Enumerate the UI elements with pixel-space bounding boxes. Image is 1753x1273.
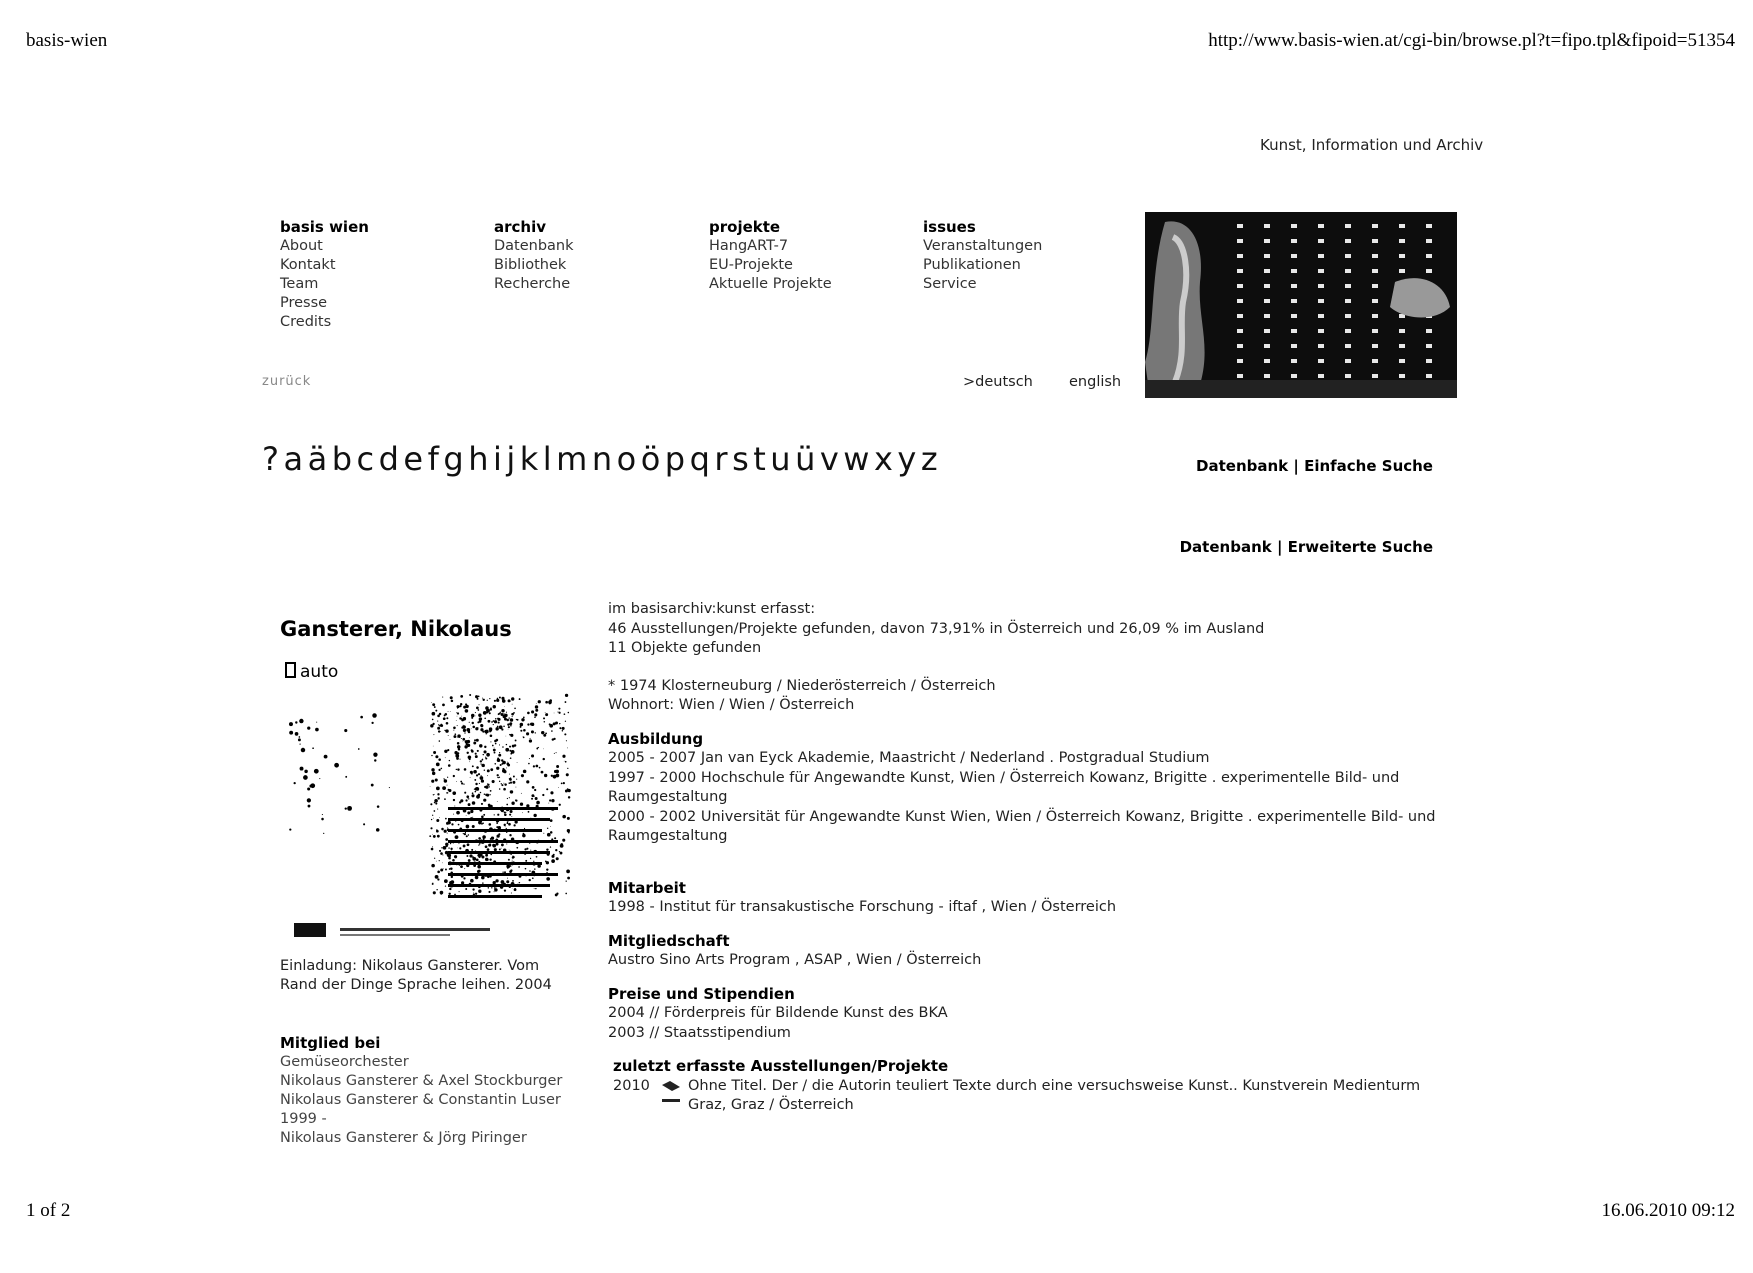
simple-search-link[interactable]: Datenbank | Einfache Suche [1196, 457, 1433, 475]
archive-info-exhibitions[interactable]: 46 Ausstellungen/Projekte gefunden, davon 73,91% in Österreich und 26,09 % im Ausland [608, 620, 1265, 637]
alphabet-index [262, 440, 942, 478]
alphabet-letter[interactable]: x [873, 440, 898, 478]
language-deutsch-link[interactable]: >deutsch [963, 374, 1033, 390]
nav-item-kontakt[interactable]: Kontakt [280, 257, 336, 273]
print-footer-page: 1 of 2 [26, 1200, 71, 1221]
nav-column-archiv [494, 218, 574, 294]
recent-project-text[interactable]: Ohne Titel. Der / die Autorin teuliert Texte durch eine versuchsweise Kunst.. Kunstverein Medienturm Graz, Graz / Österreich [688, 1077, 1421, 1113]
alphabet-letter[interactable]: i [492, 440, 507, 478]
alphabet-letter[interactable]: o [616, 440, 641, 478]
invitation-logo-text: auto [300, 662, 339, 682]
member-heading: Mitglied bei [280, 1034, 381, 1052]
nav-item-credits[interactable]: Credits [280, 314, 332, 330]
alphabet-letter[interactable]: g [443, 440, 469, 478]
alphabet-letter[interactable]: e [403, 440, 428, 478]
alphabet-letter[interactable]: h [468, 440, 493, 478]
recent-project-row[interactable] [608, 1077, 1438, 1116]
alphabet-letter[interactable]: z [920, 440, 943, 478]
alphabet-letter[interactable]: k [519, 440, 543, 478]
alphabet-letter[interactable]: d [378, 440, 404, 478]
nav-item-hangart-7[interactable]: HangART-7 [709, 238, 789, 254]
member-item-date: 1999 - [280, 1111, 327, 1127]
alphabet-letter[interactable]: u [770, 440, 796, 478]
award-item: 2003 // Staatsstipendium [608, 1024, 791, 1041]
alphabet-letter[interactable]: b [331, 440, 357, 478]
collaboration-heading: Mitarbeit [608, 878, 686, 897]
print-header-title: basis-wien [26, 30, 108, 51]
nav-item-presse[interactable]: Presse [280, 295, 328, 311]
alphabet-letter[interactable]: n [591, 440, 617, 478]
alphabet-letter[interactable]: ? [262, 440, 284, 478]
nav-column-issues [923, 218, 1042, 294]
nav-heading-projekte[interactable]: projekte [709, 218, 781, 236]
alphabet-letter[interactable]: ä [307, 440, 332, 478]
project-thumbnail-icon [660, 1079, 682, 1114]
education-item: 2005 - 2007 Jan van Eyck Akademie, Maastricht / Nederland . Postgradual Studium [608, 750, 1210, 766]
archive-info-objects[interactable]: 11 Objekte gefunden [608, 640, 762, 656]
education-item: 2000 - 2002 Universität für Angewandte Kunst Wien, Wien / Österreich Kowanz, Brigitte . experimentelle Bild- und Raumgestaltung [608, 808, 1436, 844]
birth-info: * 1974 Klosterneuburg / Niederösterreich / Österreich [608, 677, 996, 694]
language-english-link[interactable]: english [1069, 374, 1122, 390]
invitation-image[interactable] [280, 655, 580, 955]
print-footer-date: 16.06.2010 09:12 [1601, 1200, 1735, 1221]
nav-column-projekte [709, 218, 832, 294]
nav-item-publikationen[interactable]: Publikationen [923, 257, 1021, 273]
alphabet-letter[interactable]: w [843, 440, 874, 478]
artist-name: Gansterer, Nikolaus [280, 617, 512, 641]
alphabet-letter[interactable]: f [427, 440, 444, 478]
nav-heading-issues[interactable]: issues [923, 218, 976, 236]
nav-item-aktuelle-projekte[interactable]: Aktuelle Projekte [709, 276, 832, 292]
member-item[interactable]: Nikolaus Gansterer & Axel Stockburger [280, 1073, 563, 1089]
member-list [280, 1053, 562, 1148]
header-archive-photo [1145, 212, 1457, 398]
alphabet-letter[interactable]: p [664, 440, 690, 478]
education-item: 1997 - 2000 Hochschule für Angewandte Kunst, Wien / Österreich Kowanz, Brigitte . experimentelle Bild- und Raumgestaltung [608, 769, 1400, 805]
nav-item-about[interactable]: About [280, 238, 323, 254]
alphabet-letter[interactable]: t [753, 440, 771, 478]
artist-details [608, 600, 1438, 1116]
nav-item-service[interactable]: Service [923, 276, 977, 292]
nav-heading-archiv[interactable]: archiv [494, 218, 547, 236]
alphabet-letter[interactable]: y [897, 440, 921, 478]
nav-column-basis-wien [280, 218, 369, 332]
nav-item-veranstaltungen[interactable]: Veranstaltungen [923, 238, 1043, 254]
alphabet-letter[interactable]: c [356, 440, 379, 478]
member-item[interactable]: Nikolaus Gansterer & Constantin Luser [280, 1092, 561, 1108]
nav-item-eu-projekte[interactable]: EU-Projekte [709, 257, 793, 273]
print-header-url: http://www.basis-wien.at/cgi-bin/browse.pl?t=fipo.tpl&fipoid=51354 [1208, 30, 1735, 51]
membership-heading: Mitgliedschaft [608, 931, 730, 950]
residence-info: Wohnort: Wien / Wien / Österreich [608, 697, 855, 713]
recent-project-year: 2010 [613, 1077, 650, 1094]
alphabet-letter[interactable]: a [283, 440, 308, 478]
alphabet-letter[interactable]: j [506, 440, 520, 478]
education-heading: Ausbildung [608, 729, 704, 748]
nav-item-bibliothek[interactable]: Bibliothek [494, 257, 567, 273]
award-item: 2004 // Förderpreis für Bildende Kunst des BKA [608, 1005, 948, 1021]
membership-item: Austro Sino Arts Program , ASAP , Wien / Österreich [608, 952, 982, 968]
nav-heading-basis-wien[interactable]: basis wien [280, 218, 369, 236]
alphabet-letter[interactable]: q [689, 440, 715, 478]
recent-projects-heading: zuletzt erfasste Ausstellungen/Projekte [613, 1057, 949, 1075]
nav-item-recherche[interactable]: Recherche [494, 276, 571, 292]
alphabet-letter[interactable]: l [542, 440, 557, 478]
archive-info-intro: im basisarchiv:kunst erfasst: [608, 601, 816, 617]
advanced-search-link[interactable]: Datenbank | Erweiterte Suche [1179, 538, 1433, 556]
alphabet-letter[interactable]: r [714, 440, 733, 478]
alphabet-letter[interactable]: s [732, 440, 754, 478]
site-tagline: Kunst, Information und Archiv [1260, 136, 1484, 154]
collaboration-item: 1998 - Institut für transakustische Forschung - iftaf , Wien / Österreich [608, 899, 1117, 915]
nav-item-team[interactable]: Team [280, 276, 319, 292]
invitation-caption: Einladung: Nikolaus Gansterer. Vom Rand der Dinge Sprache leihen. 2004 [280, 958, 552, 993]
back-link[interactable]: zurück [262, 374, 312, 389]
awards-heading: Preise und Stipendien [608, 984, 795, 1003]
alphabet-letter[interactable]: ö [640, 440, 665, 478]
member-item[interactable]: Nikolaus Gansterer & Jörg Piringer [280, 1130, 527, 1146]
alphabet-letter[interactable]: v [819, 440, 844, 478]
nav-item-datenbank[interactable]: Datenbank [494, 238, 574, 254]
member-item[interactable]: Gemüseorchester [280, 1054, 409, 1070]
alphabet-letter[interactable]: ü [795, 440, 820, 478]
alphabet-letter[interactable]: m [556, 440, 592, 478]
